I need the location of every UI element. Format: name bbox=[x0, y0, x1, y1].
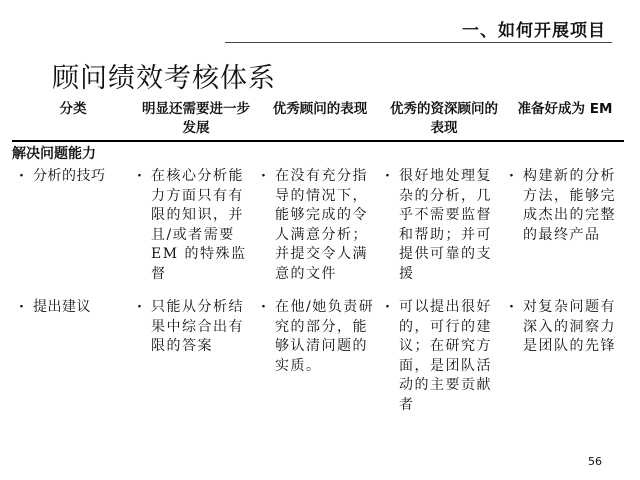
table-cell bbox=[258, 298, 382, 429]
cell-text: 只能从分析结果中综合出有限的答案 bbox=[151, 299, 244, 354]
bullet-icon: · bbox=[137, 299, 144, 315]
bullet-icon: · bbox=[137, 168, 144, 184]
column-header-excellent-senior-consultant: 优秀的资深顾问的表现 bbox=[390, 101, 498, 136]
cell-text: 在核心分析能力方面只有有限的知识，并且/或者需要 EM 的特殊监督 bbox=[151, 168, 247, 282]
header-divider bbox=[225, 42, 612, 43]
cell-text: 可以提出很好的，可行的建议；在研究方面，是团队活动的主要贡献者 bbox=[399, 299, 492, 413]
cell-text: 很好地处理复杂的分析，几乎不需要监督和帮助；并可提供可靠的支援 bbox=[399, 168, 492, 282]
bullet-icon: · bbox=[261, 168, 268, 184]
row-category-label: 分析的技巧 bbox=[33, 168, 106, 184]
section-label: 解决问题能力 bbox=[12, 146, 96, 162]
section-row bbox=[12, 141, 624, 167]
table-cell bbox=[258, 167, 382, 298]
bullet-icon: · bbox=[509, 299, 516, 315]
bullet-icon: · bbox=[19, 168, 26, 184]
column-header-ready-for-em: 准备好成为 EM bbox=[517, 101, 613, 117]
table-cell bbox=[134, 167, 258, 298]
table-cell bbox=[506, 298, 624, 429]
column-header-category: 分类 bbox=[59, 101, 87, 117]
section-header: 一、如何开展项目 bbox=[462, 21, 606, 41]
evaluation-table bbox=[12, 100, 624, 429]
table-row bbox=[12, 167, 624, 298]
row-category-cell bbox=[12, 298, 134, 429]
table-cell bbox=[506, 167, 624, 298]
cell-text: 在没有充分指导的情况下，能够完成的令人满意分析；并提交令人满意的文件 bbox=[275, 168, 368, 282]
bullet-icon: · bbox=[385, 168, 392, 184]
row-category-label: 提出建议 bbox=[33, 299, 91, 315]
table-header-row bbox=[12, 100, 624, 141]
table-cell bbox=[382, 167, 506, 298]
table-cell bbox=[382, 298, 506, 429]
cell-text: 构建新的分析方法，能够完成杰出的完整的最终产品 bbox=[523, 168, 616, 243]
bullet-icon: · bbox=[509, 168, 516, 184]
bullet-icon: · bbox=[385, 299, 392, 315]
row-category-cell bbox=[12, 167, 134, 298]
cell-text: 在他/她负责研究的部分，能够认清问题的实质。 bbox=[275, 299, 375, 374]
cell-text: 对复杂问题有深入的洞察力是团队的先锋 bbox=[523, 299, 616, 354]
bullet-icon: · bbox=[19, 299, 26, 315]
column-header-needs-development: 明显还需要进一步发展 bbox=[142, 101, 250, 136]
table-cell bbox=[134, 298, 258, 429]
page-title: 顾问绩效考核体系 bbox=[52, 63, 276, 94]
column-header-excellent-consultant: 优秀顾问的表现 bbox=[272, 101, 368, 117]
bullet-icon: · bbox=[261, 299, 268, 315]
table-row bbox=[12, 298, 624, 429]
page-number: 56 bbox=[588, 455, 602, 468]
